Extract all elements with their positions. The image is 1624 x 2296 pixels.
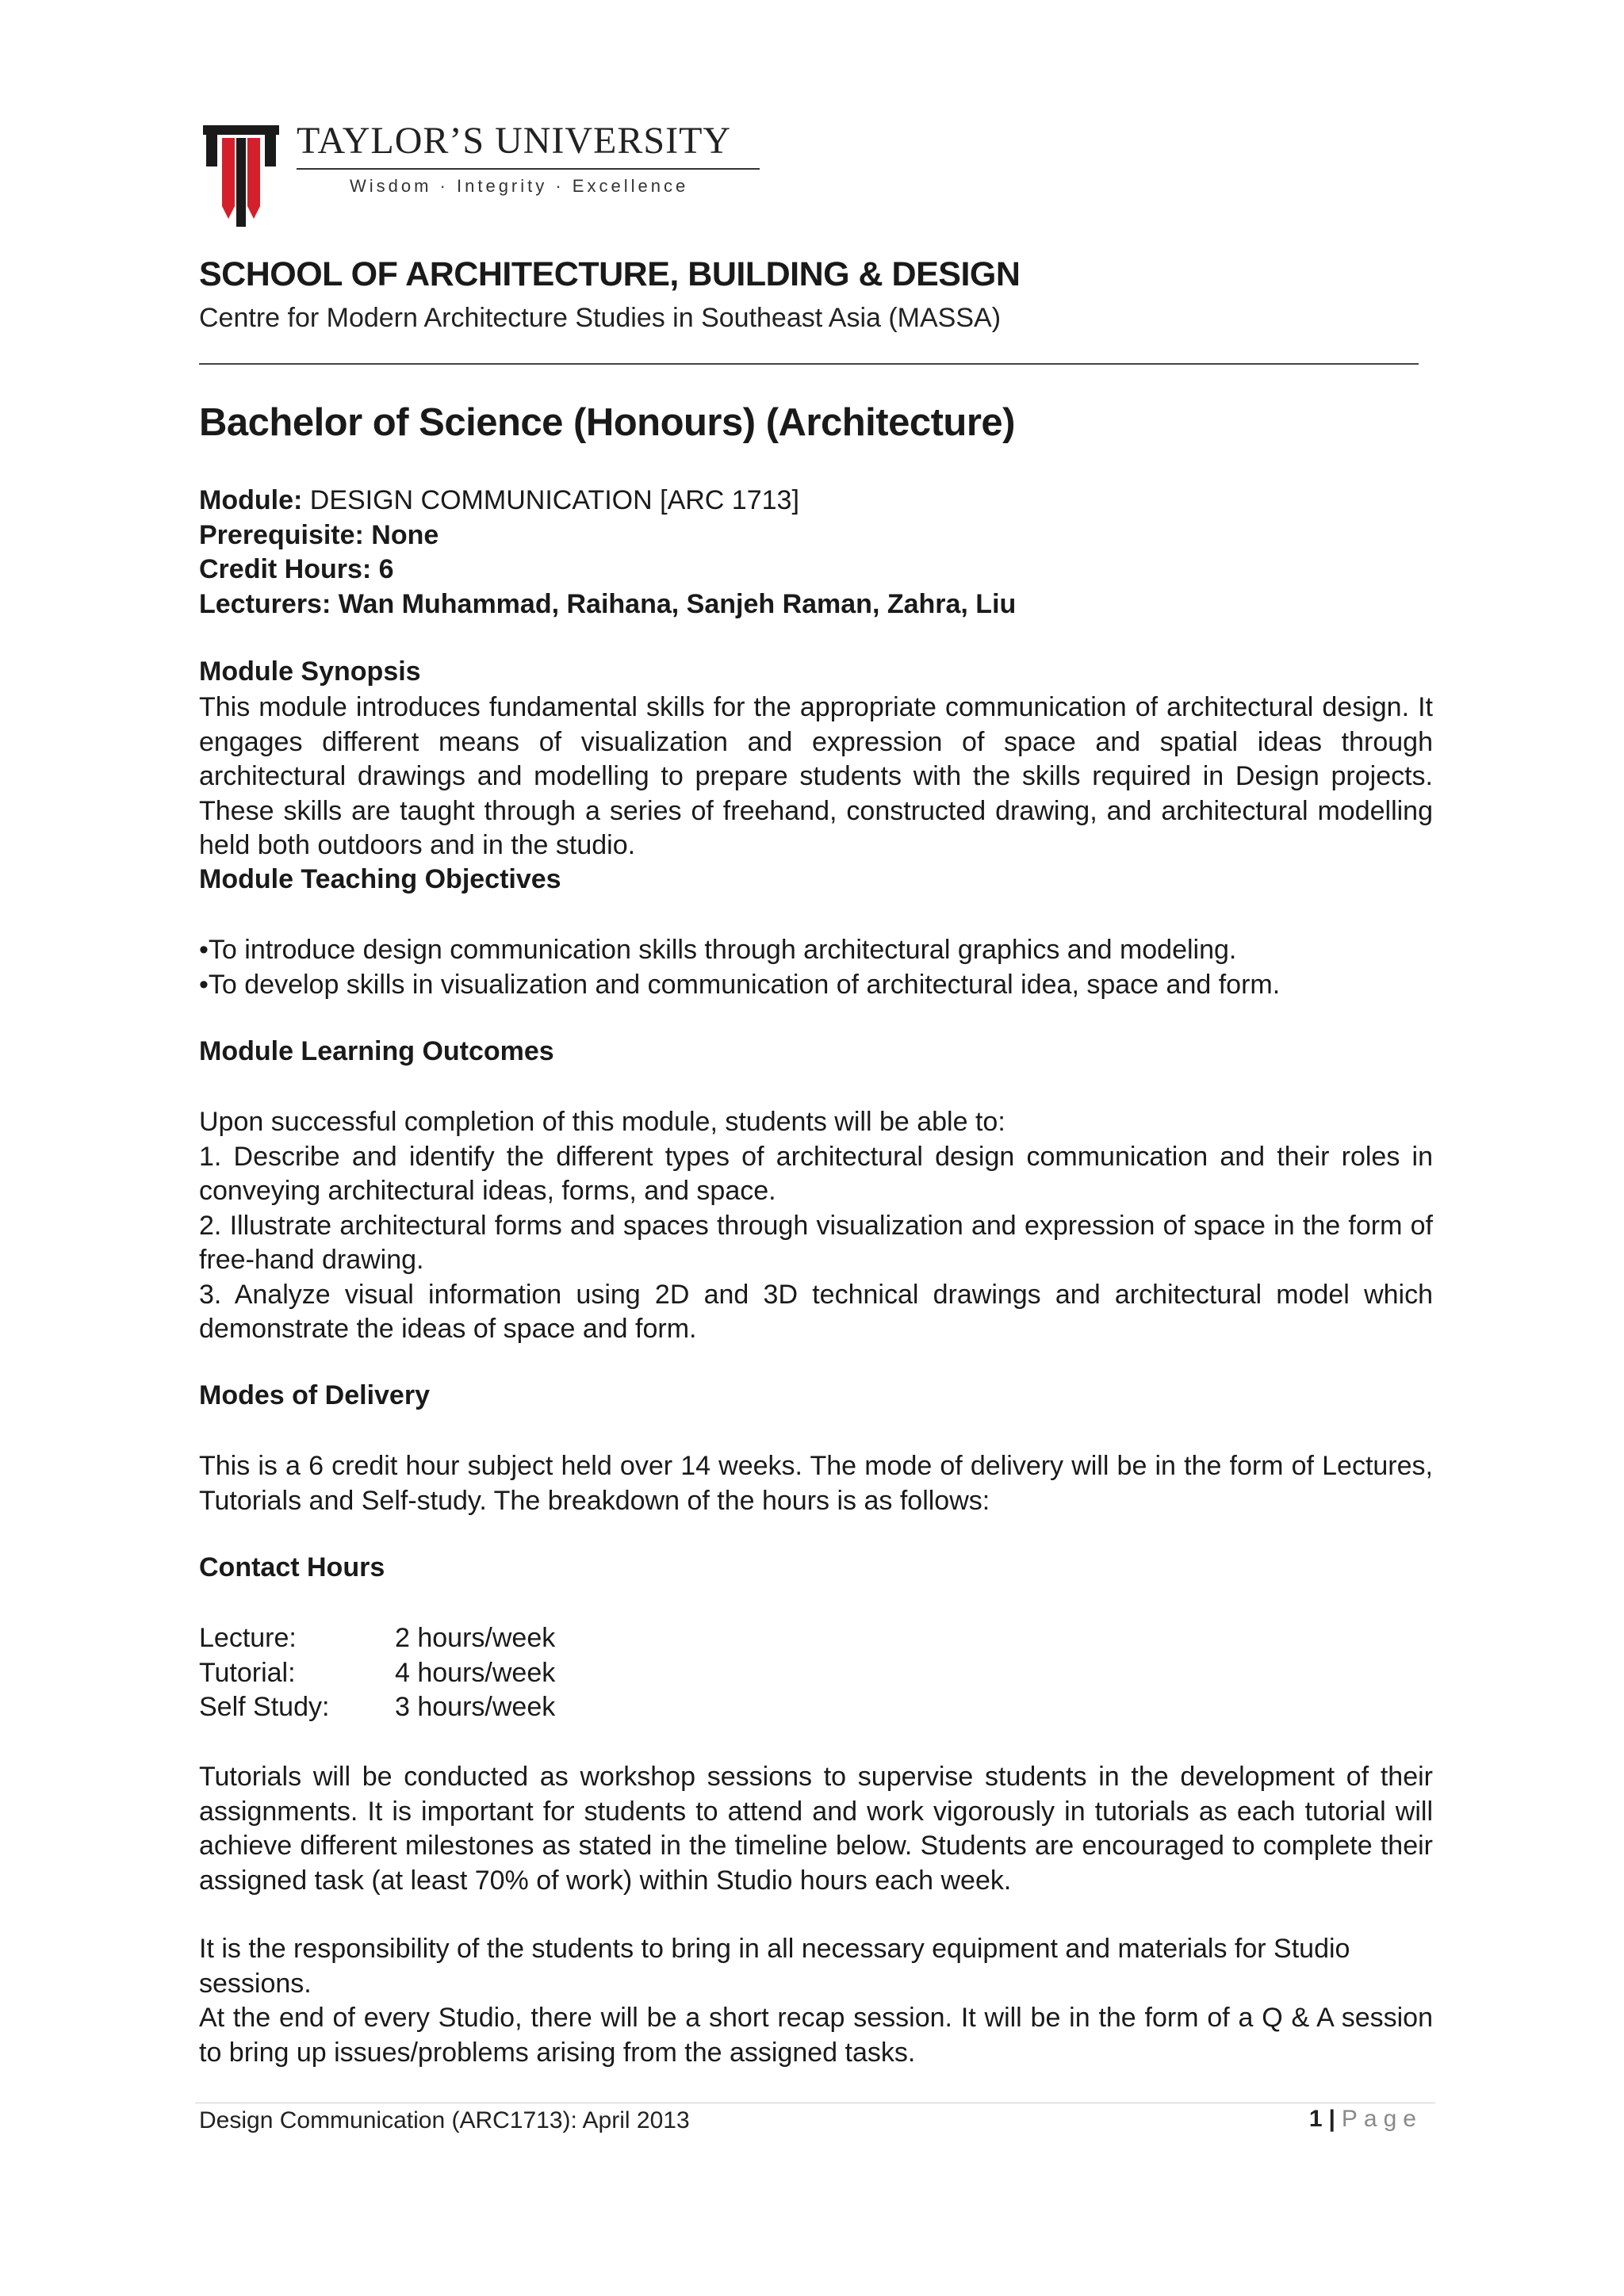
hours-label: Self Study:	[199, 1692, 330, 1722]
tutorials-text: Tutorials will be conducted as workshop sessions to supervise students in the development of their assignments. It is important for students to attend and work vigorously in tutorials as each tutorial will achieve different milestones as stated in the timeline below. Students are encouraged to complete their assigned task (at least 70% of work) within Studio hours each week.	[199, 1762, 1433, 1896]
synopsis-heading: Module Synopsis	[199, 656, 421, 687]
responsibility-text	[199, 1932, 1433, 2070]
page-word: Page	[1341, 2106, 1423, 2132]
prerequisite-line: Prerequisite: None	[199, 519, 439, 550]
taylors-crest-icon	[203, 125, 279, 228]
module-meta	[199, 484, 1433, 622]
delivery-text: This is a 6 credit hour subject held over 14 weeks. The mode of delivery will be in the form of Lectures, Tutorials and Self-study. The breakdown of the hours is as follows:	[199, 1451, 1433, 1516]
hours-value: 2 hours/week	[395, 1623, 556, 1653]
objectives-list	[199, 933, 1433, 1002]
outcomes-heading: Module Learning Outcomes	[199, 1036, 554, 1066]
centre-name: Centre for Modern Architecture Studies in Southeast Asia (MASSA)	[199, 303, 1002, 333]
credit-hours-line: Credit Hours: 6	[199, 554, 394, 584]
contact-hours-heading: Contact Hours	[199, 1552, 385, 1582]
outcome-item: 2. Illustrate architectural forms and spaces through visualization and expression of space in the form of free-hand drawing.	[199, 1210, 1433, 1275]
hours-label: Lecture:	[199, 1623, 297, 1653]
hours-value: 3 hours/week	[395, 1692, 556, 1722]
contact-hours-row	[199, 1690, 1433, 1725]
header-divider	[199, 363, 1419, 365]
school-name: SCHOOL OF ARCHITECTURE, BUILDING & DESIGN	[199, 255, 1021, 293]
module-label: Module:	[199, 485, 303, 515]
objective-item: •To develop skills in visualization and communication of architectural idea, space and form.	[199, 969, 1281, 1000]
contact-hours-row	[199, 1656, 1433, 1691]
degree-title: Bachelor of Science (Honours) (Architecture)	[199, 401, 1015, 444]
logo-tagline: Wisdom · Integrity · Excellence	[350, 176, 689, 196]
module-value: DESIGN COMMUNICATION [ARC 1713]	[302, 485, 799, 515]
footer-title: Design Communication (ARC1713): April 2013	[199, 2107, 690, 2133]
contact-hours-table	[199, 1621, 1433, 1725]
hours-value: 4 hours/week	[395, 1657, 556, 1688]
lecturers-line: Lecturers: Wan Muhammad, Raihana, Sanjeh Raman, Zahra, Liu	[199, 588, 1017, 619]
synopsis-text: This module introduces fundamental skills for the appropriate communication of architectural design. It engages different means of visualization and expression of space and spatial ideas through architectural drawings and modelling to prepare students with the skills required in Design projects. These skills are taught through a series of freehand, constructed drawing, and architectural modelling held both outdoors and in the studio.	[199, 692, 1433, 860]
logo-title: TAYLOR’S UNIVERSITY	[297, 120, 732, 162]
delivery-heading: Modes of Delivery	[199, 1380, 430, 1410]
page-separator: |	[1328, 2106, 1335, 2132]
recap-line: At the end of every Studio, there will be a short recap session. It will be in the form of a Q & A session to bring up issues/problems arising from the assigned tasks.	[199, 2003, 1433, 2068]
objectives-heading: Module Teaching Objectives	[199, 864, 561, 894]
outcomes-intro: Upon successful completion of this module, students will be able to:	[199, 1107, 1005, 1137]
contact-hours-row	[199, 1621, 1433, 1656]
page-number	[1309, 2106, 1423, 2133]
logo-rule	[297, 168, 760, 170]
page-number-value: 1	[1308, 2106, 1323, 2132]
university-logo	[203, 119, 758, 230]
objective-item: •To introduce design communication skills through architectural graphics and modeling.	[199, 935, 1237, 965]
outcomes-list	[199, 1105, 1433, 1347]
responsibility-line: It is the responsibility of the students to bring in all necessary equipment and materials for Studio sessions.	[199, 1934, 1350, 1999]
hours-label: Tutorial:	[199, 1657, 296, 1688]
module-line	[199, 484, 1433, 519]
outcome-item: 1. Describe and identify the different types of architectural design communication and their roles in conveying architectural ideas, forms, and space.	[199, 1141, 1433, 1206]
outcome-item: 3. Analyze visual information using 2D and 3D technical drawings and architectural model which demonstrate the ideas of space and form.	[199, 1279, 1433, 1344]
